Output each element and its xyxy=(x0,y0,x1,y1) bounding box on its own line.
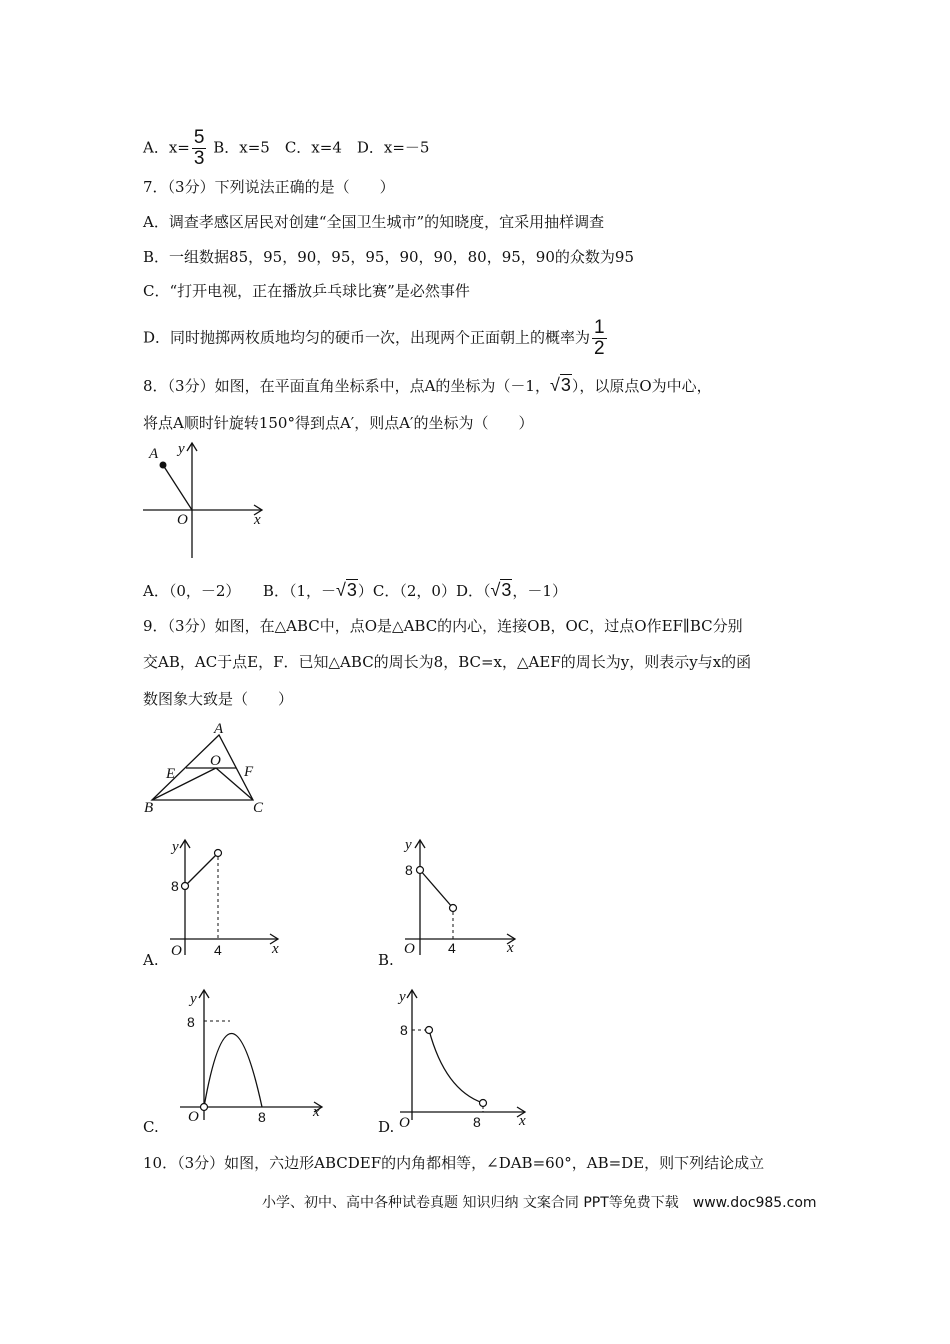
q9-line1: 9．（3分）如图，在△ABC中，点O是△ABC的内心，连接OB，OC，过点O作EF∥BC分别 xyxy=(143,617,743,635)
q7-stem: 7．（3分）下列说法正确的是（ ） xyxy=(143,178,395,196)
q9-triangle-figure xyxy=(140,720,275,815)
point-e-label: E xyxy=(166,766,176,782)
q10-line1: 10．（3分）如图，六边形ABCDEF的内角都相等，∠DAB=60°，AB=DE，则下列结论成立 xyxy=(143,1154,765,1172)
q8-coordinate-figure xyxy=(140,438,270,563)
graph-option-b-label: B. xyxy=(378,951,394,969)
q8-line2: 将点A顺时针旋转150°得到点A′，则点A′的坐标为（ ） xyxy=(143,414,534,432)
sqrt: √3 xyxy=(336,580,357,600)
q8-options xyxy=(143,580,567,601)
x-tick-4: 4 xyxy=(448,940,456,956)
sqrt-radicand: 3 xyxy=(501,580,512,600)
origin-label: O xyxy=(404,941,415,957)
x-axis-label: x xyxy=(519,1113,526,1129)
x-axis-label: x xyxy=(313,1104,320,1120)
y-tick-8: 8 xyxy=(171,878,179,894)
q7-option-b: B．一组数据85，95，90，95，95，90，90，80，95，90的众数为95 xyxy=(143,248,634,266)
q8-line1 xyxy=(143,375,712,396)
q8-options-text: ，－1） xyxy=(512,582,567,600)
q7-option-d xyxy=(143,318,609,359)
q7-option-d-text: D．同时抛掷两枚质地均匀的硬币一次，出现两个正面朝上的概率为 xyxy=(143,328,591,347)
q9-line3: 数图象大致是（ ） xyxy=(143,690,294,708)
q8-text: ），以原点O为中心， xyxy=(571,377,712,395)
point-f-label: F xyxy=(244,764,254,780)
point-o-label: O xyxy=(210,753,221,769)
numerator: 5 xyxy=(193,127,205,148)
denominator: 3 xyxy=(193,148,205,169)
sqrt: √3 xyxy=(490,580,512,600)
origin-label: O xyxy=(399,1115,410,1131)
y-axis-label: y xyxy=(190,991,197,1007)
sqrt-radicand: 3 xyxy=(346,580,357,600)
q6-options-rest: B．x=5 C．x=4 D．x=－5 xyxy=(208,138,430,157)
vertex-a-label: A xyxy=(214,721,224,737)
q6-option-a: A．x= xyxy=(143,138,190,157)
point-a-label: A xyxy=(149,446,159,462)
q8-text: 8．（3分）如图，在平面直角坐标系中，点A的坐标为（－1， xyxy=(143,377,550,395)
page-footer: 小学、初中、高中各种试卷真题 知识归纳 文案合同 PPT等免费下载 www.doc985.com xyxy=(262,1195,817,1211)
q8-options-text: A．（0，－2） B．（1，－ xyxy=(143,582,336,600)
x-tick-8: 8 xyxy=(473,1114,481,1130)
origin-label: O xyxy=(177,512,188,528)
graph-option-a-label: A. xyxy=(143,951,159,969)
denominator: 2 xyxy=(594,338,605,359)
fraction xyxy=(192,128,207,169)
y-axis-label: y xyxy=(399,989,406,1005)
graph-a xyxy=(160,835,285,960)
numerator: 1 xyxy=(594,317,605,338)
graph-c xyxy=(170,985,330,1125)
graph-option-d-label: D. xyxy=(378,1118,395,1136)
graph-option-c-label: C. xyxy=(143,1118,159,1136)
sqrt-radicand: 3 xyxy=(560,375,571,395)
y-tick-8: 8 xyxy=(187,1014,195,1030)
x-axis-label: x xyxy=(254,512,261,528)
q6-options xyxy=(143,128,429,169)
x-axis-label: x xyxy=(272,941,279,957)
y-axis-label: y xyxy=(178,441,185,457)
graph-d xyxy=(395,985,535,1131)
q7-option-a: A．调查孝感区居民对创建“全国卫生城市”的知晓度，宜采用抽样调查 xyxy=(143,213,605,231)
q7-option-c: C．“打开电视，正在播放乒乓球比赛”是必然事件 xyxy=(143,282,470,300)
graph-b xyxy=(400,835,525,960)
vertex-c-label: C xyxy=(253,800,264,816)
sqrt: √3 xyxy=(549,375,571,395)
origin-label: O xyxy=(171,943,182,959)
q8-options-text: ）C．（2，0）D．（ xyxy=(357,582,491,600)
y-tick-8: 8 xyxy=(405,862,413,878)
y-axis-label: y xyxy=(405,837,412,853)
fraction xyxy=(592,318,607,359)
x-axis-label: x xyxy=(507,940,514,956)
origin-label: O xyxy=(188,1109,199,1125)
x-tick-8: 8 xyxy=(258,1109,266,1125)
q9-line2: 交AB，AC于点E，F．已知△ABC的周长为8，BC=x，△AEF的周长为y，则表示y与x的函 xyxy=(143,653,752,671)
y-tick-8: 8 xyxy=(400,1022,408,1038)
y-axis-label: y xyxy=(172,839,179,855)
x-tick-4: 4 xyxy=(214,942,222,958)
vertex-b-label: B xyxy=(144,800,154,816)
